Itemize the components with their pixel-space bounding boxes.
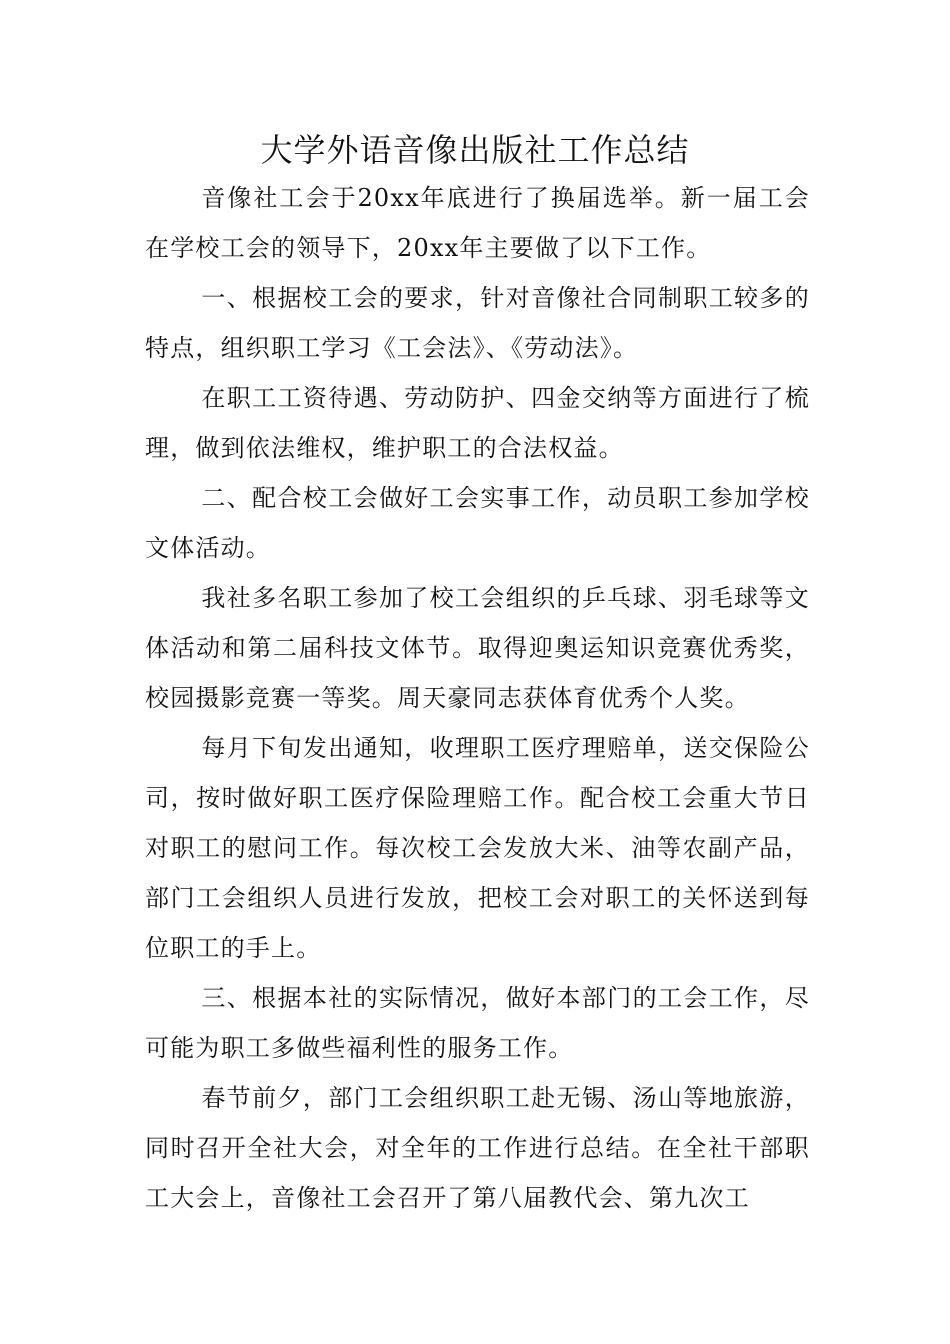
- paragraph-8: 春节前夕，部门工会组织职工赴无锡、汤山等地旅游，同时召开全社大会，对全年的工作进行总结。在全社干部职工大会上，音像社工会召开了第八届教代会、第九次工: [145, 1084, 810, 1212]
- document-body: [145, 173, 810, 1223]
- paragraph-3: 在职工工资待遇、劳动防护、四金交纳等方面进行了梳理，做到依法维权，维护职工的合法权益。: [145, 384, 810, 462]
- paragraph-6: 每月下旬发出通知，收理职工医疗理赔单，送交保险公司，按时做好职工医疗保险理赔工作。配合校工会重大节日对职工的慰问工作。每次校工会发放大米、油等农副产品，部门工会组织人员进行发放，把校工会对职工的关怀送到每位职工的手上。: [145, 734, 810, 962]
- paragraph-1: 音像社工会于20xx年底进行了换届选举。新一届工会在学校工会的领导下，20xx年主要做了以下工作。: [145, 184, 810, 262]
- paragraph-7: 三、根据本社的实际情况，做好本部门的工会工作，尽可能为职工多做些福利性的服务工作。: [145, 984, 810, 1062]
- paragraph-4: 二、配合校工会做好工会实事工作，动员职工参加学校文体活动。: [145, 484, 810, 562]
- document-title: 大学外语音像出版社工作总结: [260, 131, 690, 169]
- paragraph-2: 一、根据校工会的要求，针对音像社合同制职工较多的特点，组织职工学习《工会法》、《劳动法》。: [145, 284, 810, 362]
- paragraph-5: 我社多名职工参加了校工会组织的乒乓球、羽毛球等文体活动和第二届科技文体节。取得迎奥运知识竞赛优秀奖，校园摄影竞赛一等奖。周天豪同志获体育优秀个人奖。: [145, 584, 810, 712]
